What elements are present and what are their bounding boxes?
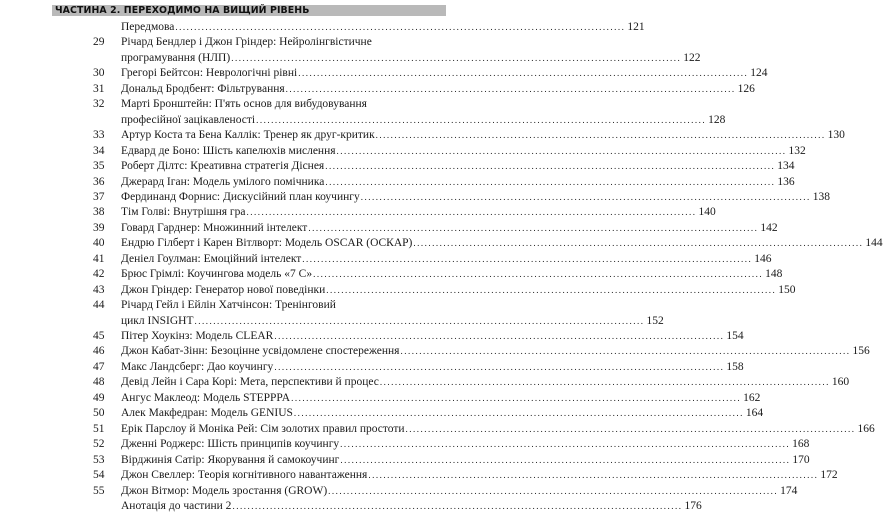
chapter-number: 30 (93, 67, 105, 80)
dot-leader: ........................................................................................................................ (256, 114, 707, 125)
entry-title: Джерард Іган: Модель умілого помічника (121, 175, 325, 188)
page-number: 132 (788, 144, 806, 157)
dot-leader: ........................................................................................................................ (340, 439, 791, 450)
entry-title: Артур Коста та Бена Каллік: Тренер як друг-критик (121, 129, 375, 142)
chapter-number: 29 (93, 36, 105, 49)
entry-title: цикл INSIGHT (121, 314, 194, 327)
entry-title: Деніел Гоулман: Емоційний інтелект (121, 252, 302, 265)
page-number: 136 (777, 175, 795, 188)
chapter-number: 34 (93, 144, 105, 157)
page-number: 124 (750, 67, 768, 80)
toc-entry[interactable] (0, 221, 778, 236)
dot-leader: ........................................................................................................................ (291, 392, 742, 403)
dot-leader: ........................................................................................................................ (274, 361, 725, 372)
toc-entry[interactable] (0, 283, 796, 298)
page-number: 168 (792, 438, 810, 451)
toc-entry[interactable] (0, 267, 783, 282)
toc-entry[interactable] (0, 391, 761, 406)
entry-title: Фердинанд Форнис: Дискусійний план коучингу (121, 190, 360, 203)
entry-title: Дональд Бродбент: Фільтрування (121, 82, 285, 95)
dot-leader: ........................................................................................................................ (232, 500, 683, 511)
chapter-number: 43 (93, 283, 105, 296)
dot-leader: ........................................................................................................................ (325, 176, 776, 187)
toc-entry[interactable] (0, 422, 875, 437)
chapter-number: 48 (93, 376, 105, 389)
dot-leader: ........................................................................................................................ (328, 485, 779, 496)
dot-leader: ........................................................................................................................ (375, 130, 826, 141)
dot-leader: ........................................................................................................................ (379, 377, 830, 388)
chapter-number: 33 (93, 129, 105, 142)
chapter-number: 32 (93, 98, 105, 111)
chapter-number: 53 (93, 453, 105, 466)
entry-title: Анотація до частини 2 (121, 499, 232, 512)
page-number: 164 (745, 407, 764, 420)
dot-leader: ........................................................................................................................ (360, 191, 811, 202)
entry-title: професійної зацікавленості (121, 113, 256, 126)
chapter-number: 44 (93, 299, 105, 312)
chapter-number: 40 (93, 237, 105, 250)
entry-title: Алек Макфедран: Модель GENIUS (121, 407, 293, 420)
page-number: 162 (743, 391, 761, 404)
page-number: 152 (646, 314, 664, 327)
page-number: 148 (765, 268, 783, 281)
entry-title: Едвард де Боно: Шість капелюхів мислення (121, 144, 336, 157)
section-header: ЧАСТИНА 2. ПЕРЕХОДИМО НА ВИЩИЙ РІВЕНЬ (52, 5, 446, 16)
page-number: 150 (778, 283, 796, 296)
toc-entry[interactable] (0, 468, 838, 483)
dot-leader: ........................................................................................................................ (326, 284, 777, 295)
dot-leader: ........................................................................................................................ (274, 331, 725, 341)
chapter-number: 39 (93, 221, 105, 234)
toc-entry[interactable] (0, 252, 772, 267)
toc-entry[interactable] (0, 298, 664, 329)
toc-entry[interactable] (0, 360, 744, 375)
dot-leader: ........................................................................................................................ (293, 408, 744, 419)
chapter-number: 46 (93, 345, 105, 358)
dot-leader: ........................................................................................................................ (400, 346, 851, 357)
entry-title: Брюс Грімлі: Коучингова модель «7 C» (121, 268, 313, 281)
page-number: 154 (726, 330, 744, 342)
page-number: 128 (708, 113, 726, 126)
page-number: 142 (760, 221, 778, 234)
toc-entry[interactable] (0, 35, 701, 66)
entry-title: Передмова (121, 21, 175, 33)
chapter-number: 55 (93, 484, 105, 497)
page-number: 166 (857, 422, 875, 435)
toc-entry[interactable] (0, 97, 726, 128)
page-number: 134 (777, 160, 795, 173)
entry-title: Джон Кабат-Зінн: Безоцінне усвідомлене спостереження (121, 345, 400, 358)
page-number: 176 (684, 499, 702, 512)
page-number: 156 (852, 345, 870, 358)
chapter-number: 37 (93, 190, 105, 203)
entry-title: Девід Лейн і Сара Корі: Мета, перспективи й процес (121, 376, 379, 389)
dot-leader: ........................................................................................................................ (175, 22, 626, 32)
chapter-number: 31 (93, 82, 105, 95)
toc-entry[interactable] (0, 190, 830, 205)
toc-entry[interactable] (0, 406, 764, 421)
page-number: 144 (865, 237, 883, 250)
page-number: 146 (754, 252, 772, 265)
chapter-number: 35 (93, 160, 105, 173)
toc-entry[interactable] (0, 159, 795, 174)
chapter-number: 50 (93, 407, 105, 420)
chapter-number: 54 (93, 469, 105, 482)
page-number: 140 (698, 206, 716, 219)
dot-leader: ........................................................................................................................ (194, 315, 645, 326)
toc-entry[interactable] (0, 344, 870, 359)
toc-entry[interactable] (0, 437, 810, 452)
dot-leader: ........................................................................................................................ (336, 145, 787, 156)
chapter-number: 41 (93, 252, 105, 265)
dot-leader: ........................................................................................................................ (313, 269, 764, 280)
toc-entry[interactable] (0, 128, 845, 143)
toc-entry[interactable] (0, 499, 702, 514)
page-number: 126 (737, 82, 755, 95)
entry-title: Макс Ландсберг: Дао коучингу (121, 360, 274, 373)
toc-entry[interactable] (0, 144, 806, 159)
page-number: 121 (627, 21, 645, 33)
toc-entry[interactable] (0, 453, 810, 468)
toc-entry[interactable] (0, 20, 645, 35)
entry-title-line1: Марті Бронштейн: П'ять основ для вибудовування (121, 98, 367, 111)
toc-entry[interactable] (0, 375, 850, 390)
dot-leader: ........................................................................................................................ (405, 423, 856, 434)
dot-leader: ........................................................................................................................ (246, 207, 697, 218)
page-number: 138 (812, 190, 830, 203)
entry-title: Говард Гарднер: Множинний інтелект (121, 221, 308, 234)
chapter-number: 42 (93, 268, 105, 281)
entry-title: програмування (НЛП) (121, 51, 231, 64)
chapter-number: 49 (93, 391, 105, 404)
page-number: 122 (683, 51, 701, 64)
page-number: 160 (831, 376, 850, 389)
page-number: 170 (792, 453, 810, 466)
chapter-number: 45 (93, 330, 105, 342)
entry-title-line1: Річард Гейл і Ейлін Хатчінсон: Тренінговий (121, 299, 336, 312)
entry-title: Джон Свеллер: Теорія когнітивного навантаження (121, 469, 368, 482)
entry-title: Роберт Ділтс: Креативна стратегія Діснея (121, 160, 325, 173)
toc-entry[interactable] (0, 82, 755, 97)
page-number: 174 (780, 484, 798, 497)
entry-title: Грегорі Бейтсон: Неврологічні рівні (121, 67, 298, 80)
chapter-number: 36 (93, 175, 105, 188)
entry-title: Джон Вітмор: Модель зростання (GROW) (121, 484, 328, 497)
dot-leader: ........................................................................................................................ (308, 222, 759, 233)
toc-entry[interactable] (0, 205, 716, 220)
dot-leader: ........................................................................................................................ (298, 68, 749, 79)
chapter-number: 38 (93, 206, 105, 219)
toc-entry[interactable] (0, 236, 883, 251)
entry-title: Дженні Роджерс: Шість принципів коучингу (121, 438, 340, 451)
dot-leader: ........................................................................................................................ (285, 83, 736, 94)
page-number: 172 (820, 469, 838, 482)
chapter-number: 47 (93, 360, 105, 373)
chapter-number: 52 (93, 438, 105, 451)
dot-leader: ........................................................................................................................ (340, 454, 791, 465)
toc-entry[interactable] (0, 175, 795, 190)
toc-entry[interactable] (0, 484, 798, 499)
entry-title: Вірджинія Сатір: Якорування й самокоучинг (121, 453, 340, 466)
dot-leader: ........................................................................................................................ (302, 253, 753, 264)
chapter-number: 51 (93, 422, 105, 435)
page-number: 130 (827, 129, 845, 142)
entry-title: Тім Голві: Внутрішня гра (121, 206, 246, 219)
entry-title: Джон Гріндер: Генератор нової поведінки (121, 283, 326, 296)
entry-title-line1: Річард Бендлер і Джон Гріндер: Нейролінгвістичне (121, 36, 372, 49)
dot-leader: ........................................................................................................................ (413, 238, 864, 249)
dot-leader: ........................................................................................................................ (231, 52, 682, 63)
dot-leader: ........................................................................................................................ (368, 470, 819, 481)
entry-title: Ендрю Гілберт і Карен Вітлворт: Модель OSCAR (ОСКАР) (121, 237, 413, 250)
dot-leader: ........................................................................................................................ (325, 161, 776, 172)
page-number: 158 (726, 360, 744, 373)
entry-title: Пітер Хоукінз: Модель CLEAR (121, 330, 274, 342)
toc-entry[interactable] (0, 66, 768, 81)
toc-entry[interactable] (0, 329, 744, 344)
entry-title: Ерік Парслоу й Моніка Рей: Сім золотих правил простоти (121, 422, 405, 435)
entry-title: Ангус Маклеод: Модель STEPPPA (121, 391, 291, 404)
